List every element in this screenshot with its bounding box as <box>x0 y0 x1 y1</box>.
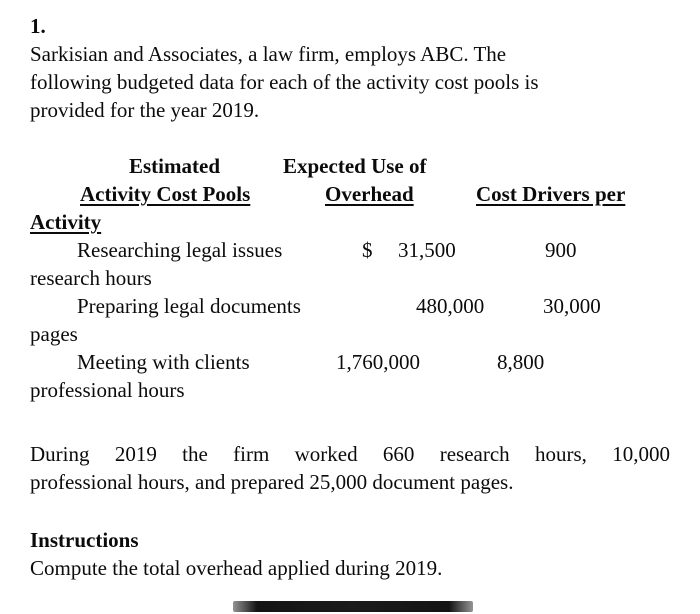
header-activity-cost-pools: Activity Cost Pools <box>80 182 251 206</box>
row1-activity: Researching legal issues <box>77 238 283 262</box>
problem-number: 1. <box>30 14 46 38</box>
intro-line-1: Sarkisian and Associates, a law firm, employs ABC. The <box>30 42 507 66</box>
instructions-body: Compute the total overhead applied during 2019. <box>30 556 443 580</box>
row1-overhead: 31,500 <box>398 238 456 262</box>
row3-cost-driver-qty: 8,800 <box>497 350 545 374</box>
table-header-row-2 <box>0 180 700 208</box>
table-row <box>0 236 700 264</box>
row3-overhead: 1,760,000 <box>336 350 420 374</box>
instructions-heading: Instructions <box>30 528 139 552</box>
header-estimated: Estimated <box>129 154 220 178</box>
row1-currency-symbol: $ <box>362 238 373 262</box>
intro-line-3: provided for the year 2019. <box>30 98 260 122</box>
row2-cost-driver-unit: pages <box>30 322 78 346</box>
row2-overhead: 480,000 <box>416 294 485 318</box>
usage-line-2: professional hours, and prepared 25,000 document pages. <box>30 470 514 494</box>
row3-activity: Meeting with clients <box>77 350 250 374</box>
table-row <box>0 348 700 376</box>
bottom-black-bar <box>233 601 473 612</box>
header-cost-drivers-per: Cost Drivers per <box>476 182 626 206</box>
row2-activity: Preparing legal documents <box>77 294 301 318</box>
usage-line-1: During 2019 the firm worked 660 research hours, 10,000 <box>30 442 670 466</box>
table-row <box>0 292 700 320</box>
intro-line-2: following budgeted data for each of the activity cost pools is <box>30 70 539 94</box>
header-expected-use-of: Expected Use of <box>283 154 427 178</box>
row1-cost-driver-qty: 900 <box>545 238 577 262</box>
header-overhead: Overhead <box>325 182 414 206</box>
table-header-row-1 <box>0 152 700 180</box>
header-activity-wrap: Activity <box>30 210 102 234</box>
row1-cost-driver-unit: research hours <box>30 266 152 290</box>
row2-cost-driver-qty: 30,000 <box>543 294 601 318</box>
row3-cost-driver-unit: professional hours <box>30 378 185 402</box>
